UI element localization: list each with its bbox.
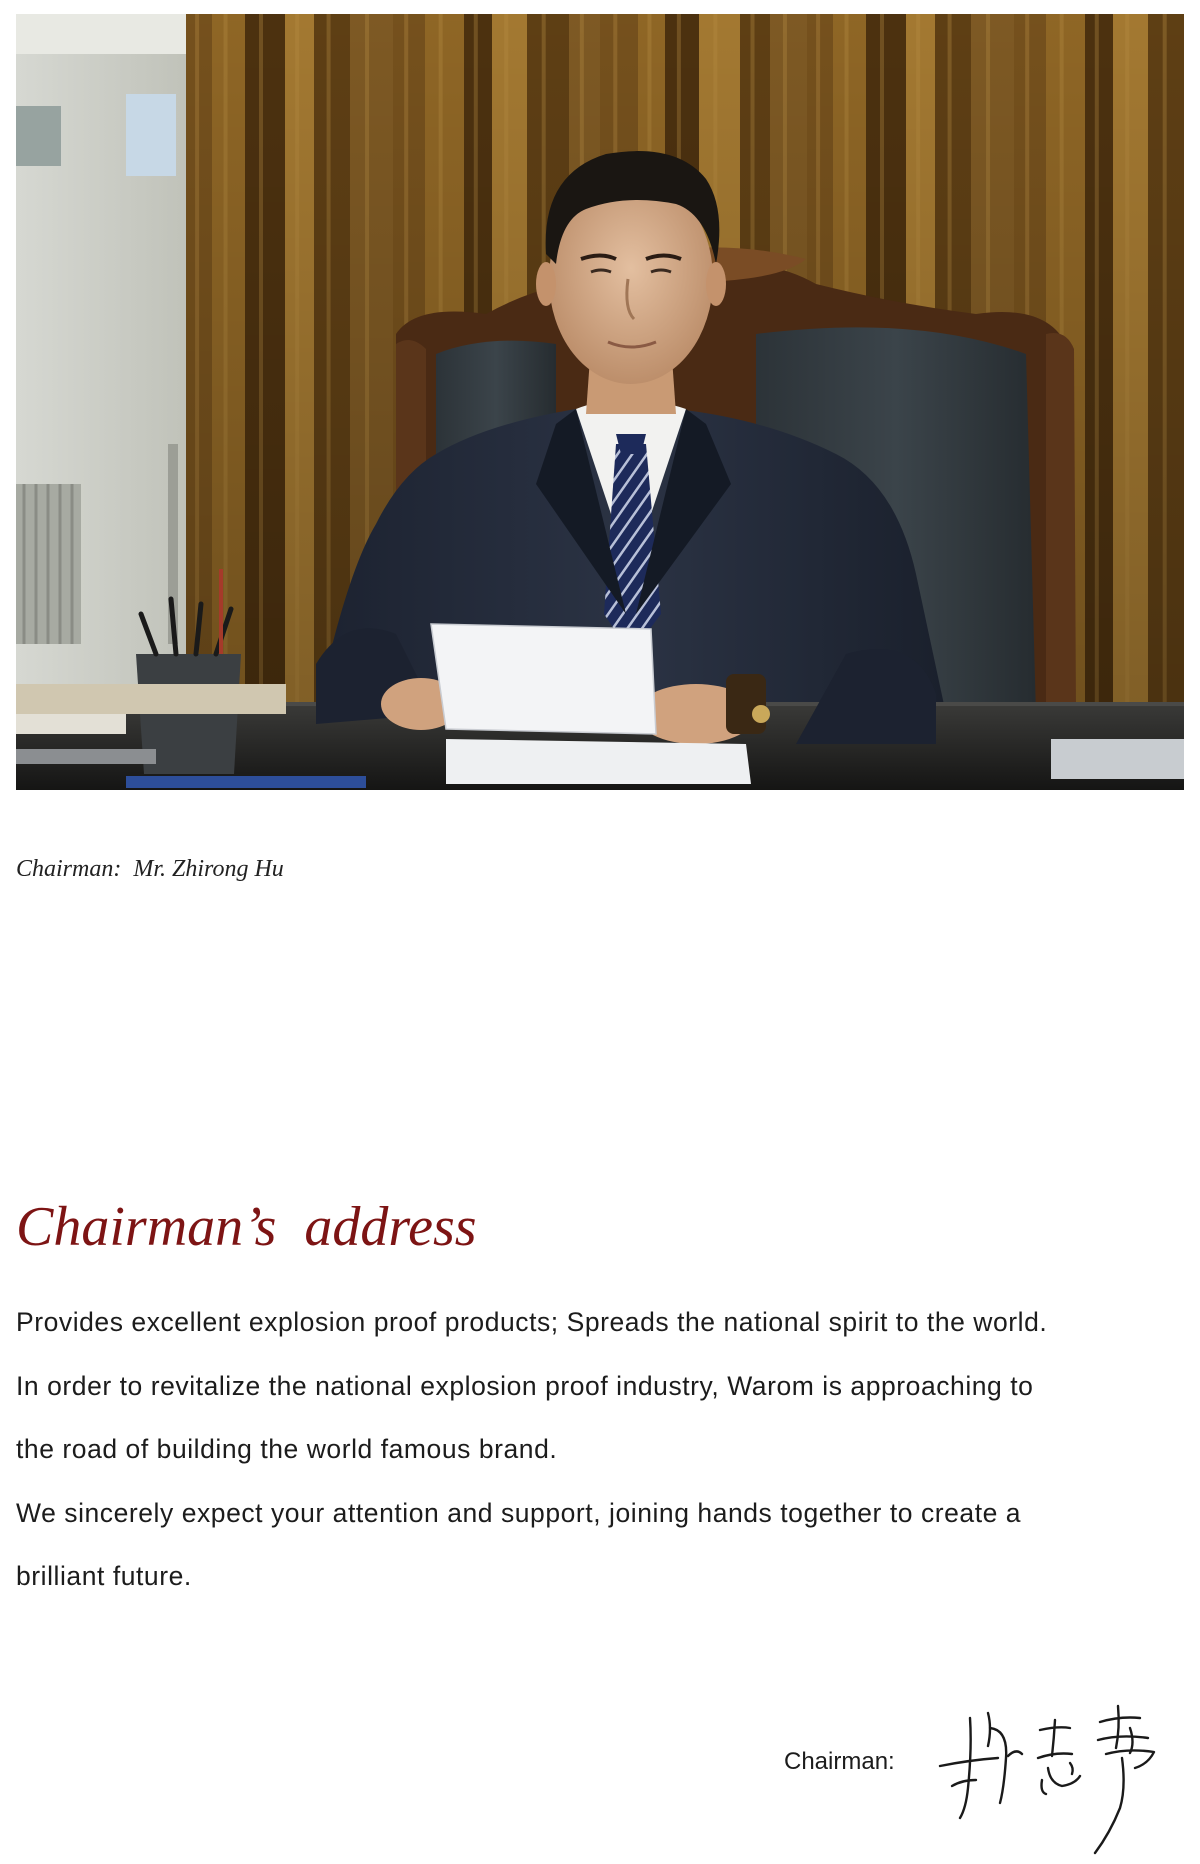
paragraph-line: the road of building the world famous brand. xyxy=(16,1434,558,1464)
paragraph-line: brilliant future. xyxy=(16,1561,192,1591)
handwritten-signature xyxy=(930,1668,1180,1858)
address-body xyxy=(16,1291,1186,1609)
paragraph-line: In order to revitalize the national explosion proof industry, Warom is approaching to xyxy=(16,1370,1034,1401)
photo-caption: Chairman: Mr. Zhirong Hu xyxy=(16,856,284,882)
page-title: Chairman’s address xyxy=(16,1196,477,1258)
signature-label: Chairman: xyxy=(784,1748,895,1775)
paragraph-line: We sincerely expect your attention and support, joining hands together to create a xyxy=(16,1497,1022,1528)
paragraph-line: Provides excellent explosion proof products; Spreads the national spirit to the world. xyxy=(16,1307,1048,1337)
chairman-photo xyxy=(16,14,1184,790)
